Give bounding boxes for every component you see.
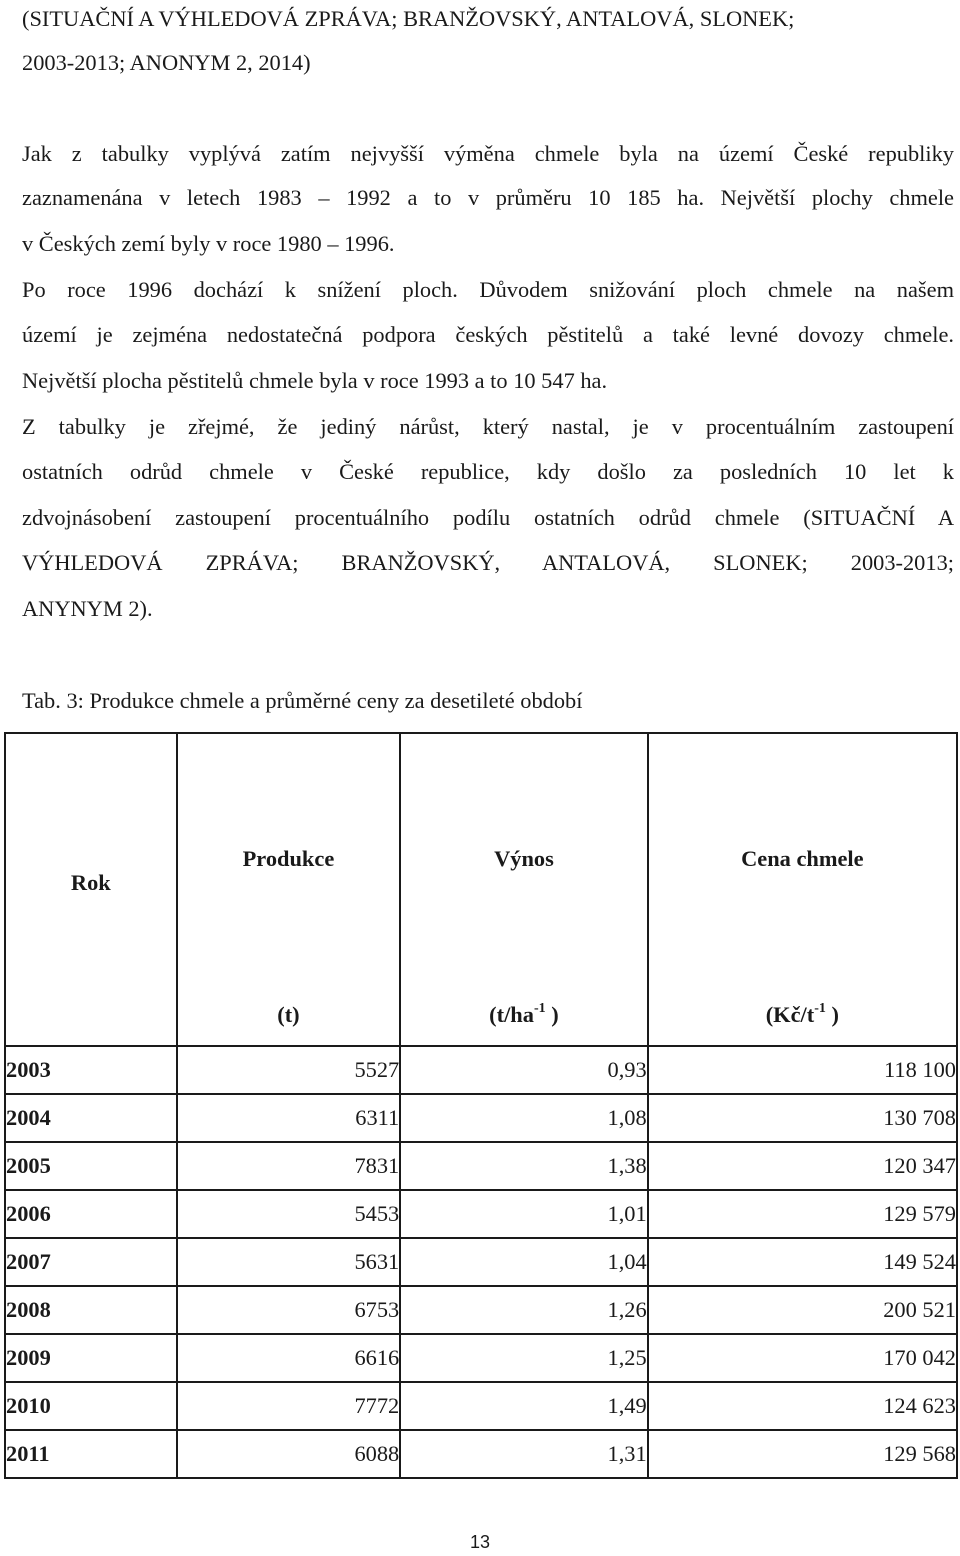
cell-year: 2010 xyxy=(5,1382,177,1430)
cell-produkce: 5527 xyxy=(177,1046,401,1094)
header-cena-unit xyxy=(649,1002,956,1028)
unit-exponent: -1 xyxy=(814,1000,826,1016)
table-row xyxy=(5,1142,957,1190)
text-line: v Českých zemí byly v roce 1980 – 1996. xyxy=(22,231,395,256)
cell-year: 2004 xyxy=(5,1094,177,1142)
cell-year: 2007 xyxy=(5,1238,177,1286)
cell-cena: 130 708 xyxy=(648,1094,957,1142)
header-rok-label: Rok xyxy=(70,870,111,895)
text-line: 2003-2013; ANONYM 2, 2014) xyxy=(22,50,311,75)
cell-year: 2011 xyxy=(5,1430,177,1478)
cell-vynos: 1,01 xyxy=(400,1190,647,1238)
table-row xyxy=(5,1046,957,1094)
table-header-row xyxy=(5,733,957,1046)
cell-year: 2003 xyxy=(5,1046,177,1094)
cell-vynos: 0,93 xyxy=(400,1046,647,1094)
cell-vynos: 1,08 xyxy=(400,1094,647,1142)
text-line: Z tabulky je zřejmé, že jediný nárůst, který nastal, je v procentuálním zastoupení xyxy=(22,414,954,439)
table-row xyxy=(5,1190,957,1238)
cell-vynos: 1,25 xyxy=(400,1334,647,1382)
cell-year: 2006 xyxy=(5,1190,177,1238)
unit-exponent: -1 xyxy=(533,1000,546,1016)
cell-produkce: 6753 xyxy=(177,1286,401,1334)
cell-vynos: 1,38 xyxy=(400,1142,647,1190)
text-line: (SITUAČNÍ A VÝHLEDOVÁ ZPRÁVA; BRANŽOVSKÝ, ANTALOVÁ, SLONEK; xyxy=(22,6,795,31)
text-line: VÝHLEDOVÁ ZPRÁVA; BRANŽOVSKÝ, ANTALOVÁ, SLONEK; 2003-2013; xyxy=(22,550,954,575)
unit-end: ) xyxy=(551,1002,559,1027)
table-row xyxy=(5,1286,957,1334)
cell-produkce: 6088 xyxy=(177,1430,401,1478)
cell-cena: 170 042 xyxy=(648,1334,957,1382)
cell-produkce: 7772 xyxy=(177,1382,401,1430)
cell-produkce: 6616 xyxy=(177,1334,401,1382)
table-row xyxy=(5,1094,957,1142)
cell-produkce: 7831 xyxy=(177,1142,401,1190)
table-row xyxy=(5,1430,957,1478)
cell-year: 2005 xyxy=(5,1142,177,1190)
header-rok xyxy=(5,733,177,1046)
header-vynos-label: Výnos xyxy=(494,846,554,871)
cell-produkce: 6311 xyxy=(177,1094,401,1142)
cell-year: 2009 xyxy=(5,1334,177,1382)
cell-produkce: 5453 xyxy=(177,1190,401,1238)
header-produkce-label: Produkce xyxy=(242,846,335,871)
cell-cena: 118 100 xyxy=(648,1046,957,1094)
header-produkce-unit: (t) xyxy=(277,1002,300,1027)
header-produkce xyxy=(177,733,401,1046)
header-cena-label: Cena chmele xyxy=(741,846,864,871)
cell-cena: 129 579 xyxy=(648,1190,957,1238)
cell-cena: 200 521 xyxy=(648,1286,957,1334)
table-row xyxy=(5,1334,957,1382)
cell-vynos: 1,49 xyxy=(400,1382,647,1430)
table-row xyxy=(5,1382,957,1430)
header-cena xyxy=(648,733,957,1046)
text-line: Jak z tabulky vyplývá zatím nejvyšší výměna chmele byla na území České republiky xyxy=(22,141,954,166)
unit-end: ) xyxy=(831,1002,839,1027)
cell-cena: 129 568 xyxy=(648,1430,957,1478)
text-line: Po roce 1996 dochází k snížení ploch. Důvodem snižování ploch chmele na našem xyxy=(22,277,954,302)
unit-base: (Kč/t xyxy=(765,1002,815,1027)
header-vynos-unit xyxy=(401,1002,646,1028)
cell-vynos: 1,26 xyxy=(400,1286,647,1334)
cell-cena: 149 524 xyxy=(648,1238,957,1286)
cell-year: 2008 xyxy=(5,1286,177,1334)
table-row xyxy=(5,1238,957,1286)
production-table xyxy=(4,732,958,1479)
text-line: zdvojnásobení zastoupení procentuálního podílu ostatních odrůd chmele (SITUAČNÍ A xyxy=(22,505,954,530)
text-line: Největší plocha pěstitelů chmele byla v roce 1993 a to 10 547 ha. xyxy=(22,368,608,393)
text-line: zaznamenána v letech 1983 – 1992 a to v průměru 10 185 ha. Největší plochy chmele xyxy=(22,185,954,210)
text-line: území je zejména nedostatečná podpora českých pěstitelů a také levné dovozy chmele. xyxy=(22,322,954,347)
cell-vynos: 1,31 xyxy=(400,1430,647,1478)
cell-produkce: 5631 xyxy=(177,1238,401,1286)
text-line: ANYNYM 2). xyxy=(22,596,153,621)
page-number: 13 xyxy=(469,1532,491,1552)
header-vynos xyxy=(400,733,647,1046)
cell-vynos: 1,04 xyxy=(400,1238,647,1286)
table-caption: Tab. 3: Produkce chmele a průměrné ceny za desetileté období xyxy=(22,688,583,713)
unit-base: (t/ha xyxy=(489,1002,534,1027)
cell-cena: 124 623 xyxy=(648,1382,957,1430)
text-line: ostatních odrůd chmele v České republice, kdy došlo za posledních 10 let k xyxy=(22,459,954,484)
cell-cena: 120 347 xyxy=(648,1142,957,1190)
